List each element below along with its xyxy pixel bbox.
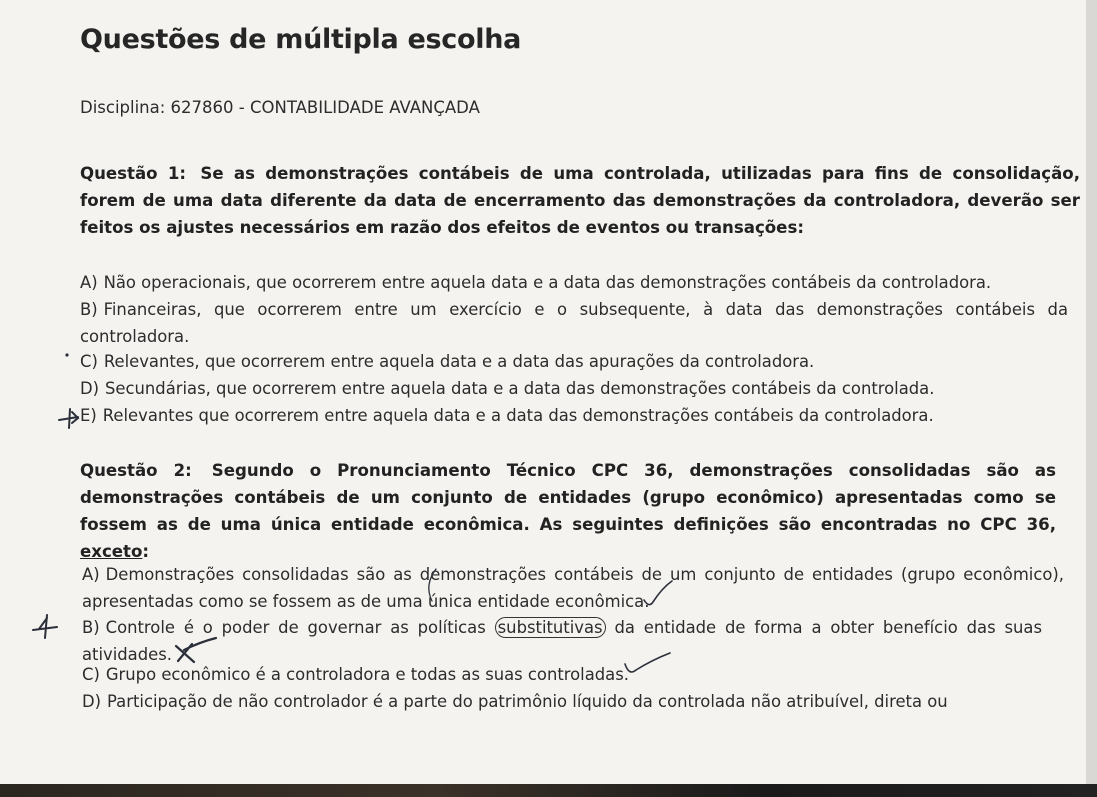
option-text: Grupo econômico é a controladora e todas as suas controladas. bbox=[105, 665, 629, 684]
option-letter: D) bbox=[82, 692, 102, 711]
desk-background bbox=[0, 784, 1097, 797]
question-2-colon: : bbox=[142, 542, 150, 561]
question-2-statement bbox=[80, 457, 1056, 565]
option-letter: E) bbox=[80, 406, 97, 425]
question-2-text: Segundo o Pronunciamento Técnico CPC 36, demonstrações consolidadas são as demonstrações contábeis de um conjunto de entidades (grupo econômico) apresentadas como se fossem as de uma única entidade econômica. As seguintes definições são encontradas no CPC 36, bbox=[80, 461, 1057, 534]
option-text-before: Controle é o poder de governar as políticas bbox=[105, 618, 486, 637]
discipline-line: Disciplina: 627860 - CONTABILIDADE AVANÇADA bbox=[80, 98, 480, 117]
option-text: Relevantes que ocorrerem entre aquela data e a data das demonstrações contábeis da controladora. bbox=[102, 406, 934, 425]
question-1-option-c[interactable] bbox=[80, 348, 1070, 375]
question-1-text: Se as demonstrações contábeis de uma controlada, utilizadas para fins de consolidação, forem de uma data diferente da data de encerramento das demonstrações da controladora, deverão ser feitos os ajustes necessários em razão dos efeitos de eventos ou transações: bbox=[80, 164, 1081, 237]
question-1-option-d[interactable] bbox=[80, 375, 1070, 402]
arrow-mark-icon bbox=[56, 404, 82, 430]
option-letter: C) bbox=[80, 352, 98, 371]
option-text: Financeiras, que ocorrerem entre um exercício e o subsequente, à data das demonstrações contábeis da controladora. bbox=[80, 300, 1068, 346]
option-letter: A) bbox=[80, 273, 98, 292]
page-title: Questões de múltipla escolha bbox=[80, 24, 522, 55]
option-text: Demonstrações consolidadas são as demonstrações contábeis de um conjunto de entidades (grupo econômico), apresentadas como se fossem as de uma única entidade econômica. bbox=[82, 565, 1064, 611]
star-mark-icon bbox=[30, 612, 60, 640]
question-2-option-c[interactable] bbox=[82, 661, 1072, 688]
option-text-after: da entidade de forma a obter benefício das suas atividades. bbox=[82, 618, 1042, 664]
option-letter: B) bbox=[80, 300, 98, 319]
page-edge bbox=[1086, 0, 1097, 797]
question-2-option-a[interactable] bbox=[82, 561, 1064, 615]
question-1-label: Questão 1: bbox=[80, 164, 187, 183]
ink-dot-icon bbox=[64, 352, 72, 360]
option-letter: B) bbox=[82, 618, 100, 637]
option-letter: A) bbox=[82, 565, 100, 584]
option-text: Relevantes, que ocorrerem entre aquela data e a data das apurações da controladora. bbox=[103, 352, 815, 371]
question-2-exceto: exceto bbox=[80, 542, 143, 561]
option-text: Participação de não controlador é a parte do patrimônio líquido da controlada não atribuível, direta ou bbox=[107, 692, 948, 711]
option-letter: C) bbox=[82, 665, 100, 684]
option-text: Não operacionais, que ocorrerem entre aquela data e a data das demonstrações contábeis da controladora. bbox=[103, 273, 992, 292]
question-2-option-b[interactable] bbox=[82, 614, 1042, 668]
question-1-option-a[interactable] bbox=[80, 269, 1070, 296]
circled-word: substitutivas bbox=[495, 617, 606, 638]
question-2-label: Questão 2: bbox=[80, 461, 192, 480]
question-1-option-b[interactable] bbox=[80, 296, 1068, 350]
question-2-option-d[interactable] bbox=[82, 688, 1042, 715]
question-1-statement bbox=[80, 160, 1080, 241]
option-letter: D) bbox=[80, 379, 100, 398]
question-1-option-e[interactable] bbox=[80, 402, 1070, 429]
option-text: Secundárias, que ocorrerem entre aquela data e a data das demonstrações contábeis da controlada. bbox=[105, 379, 935, 398]
